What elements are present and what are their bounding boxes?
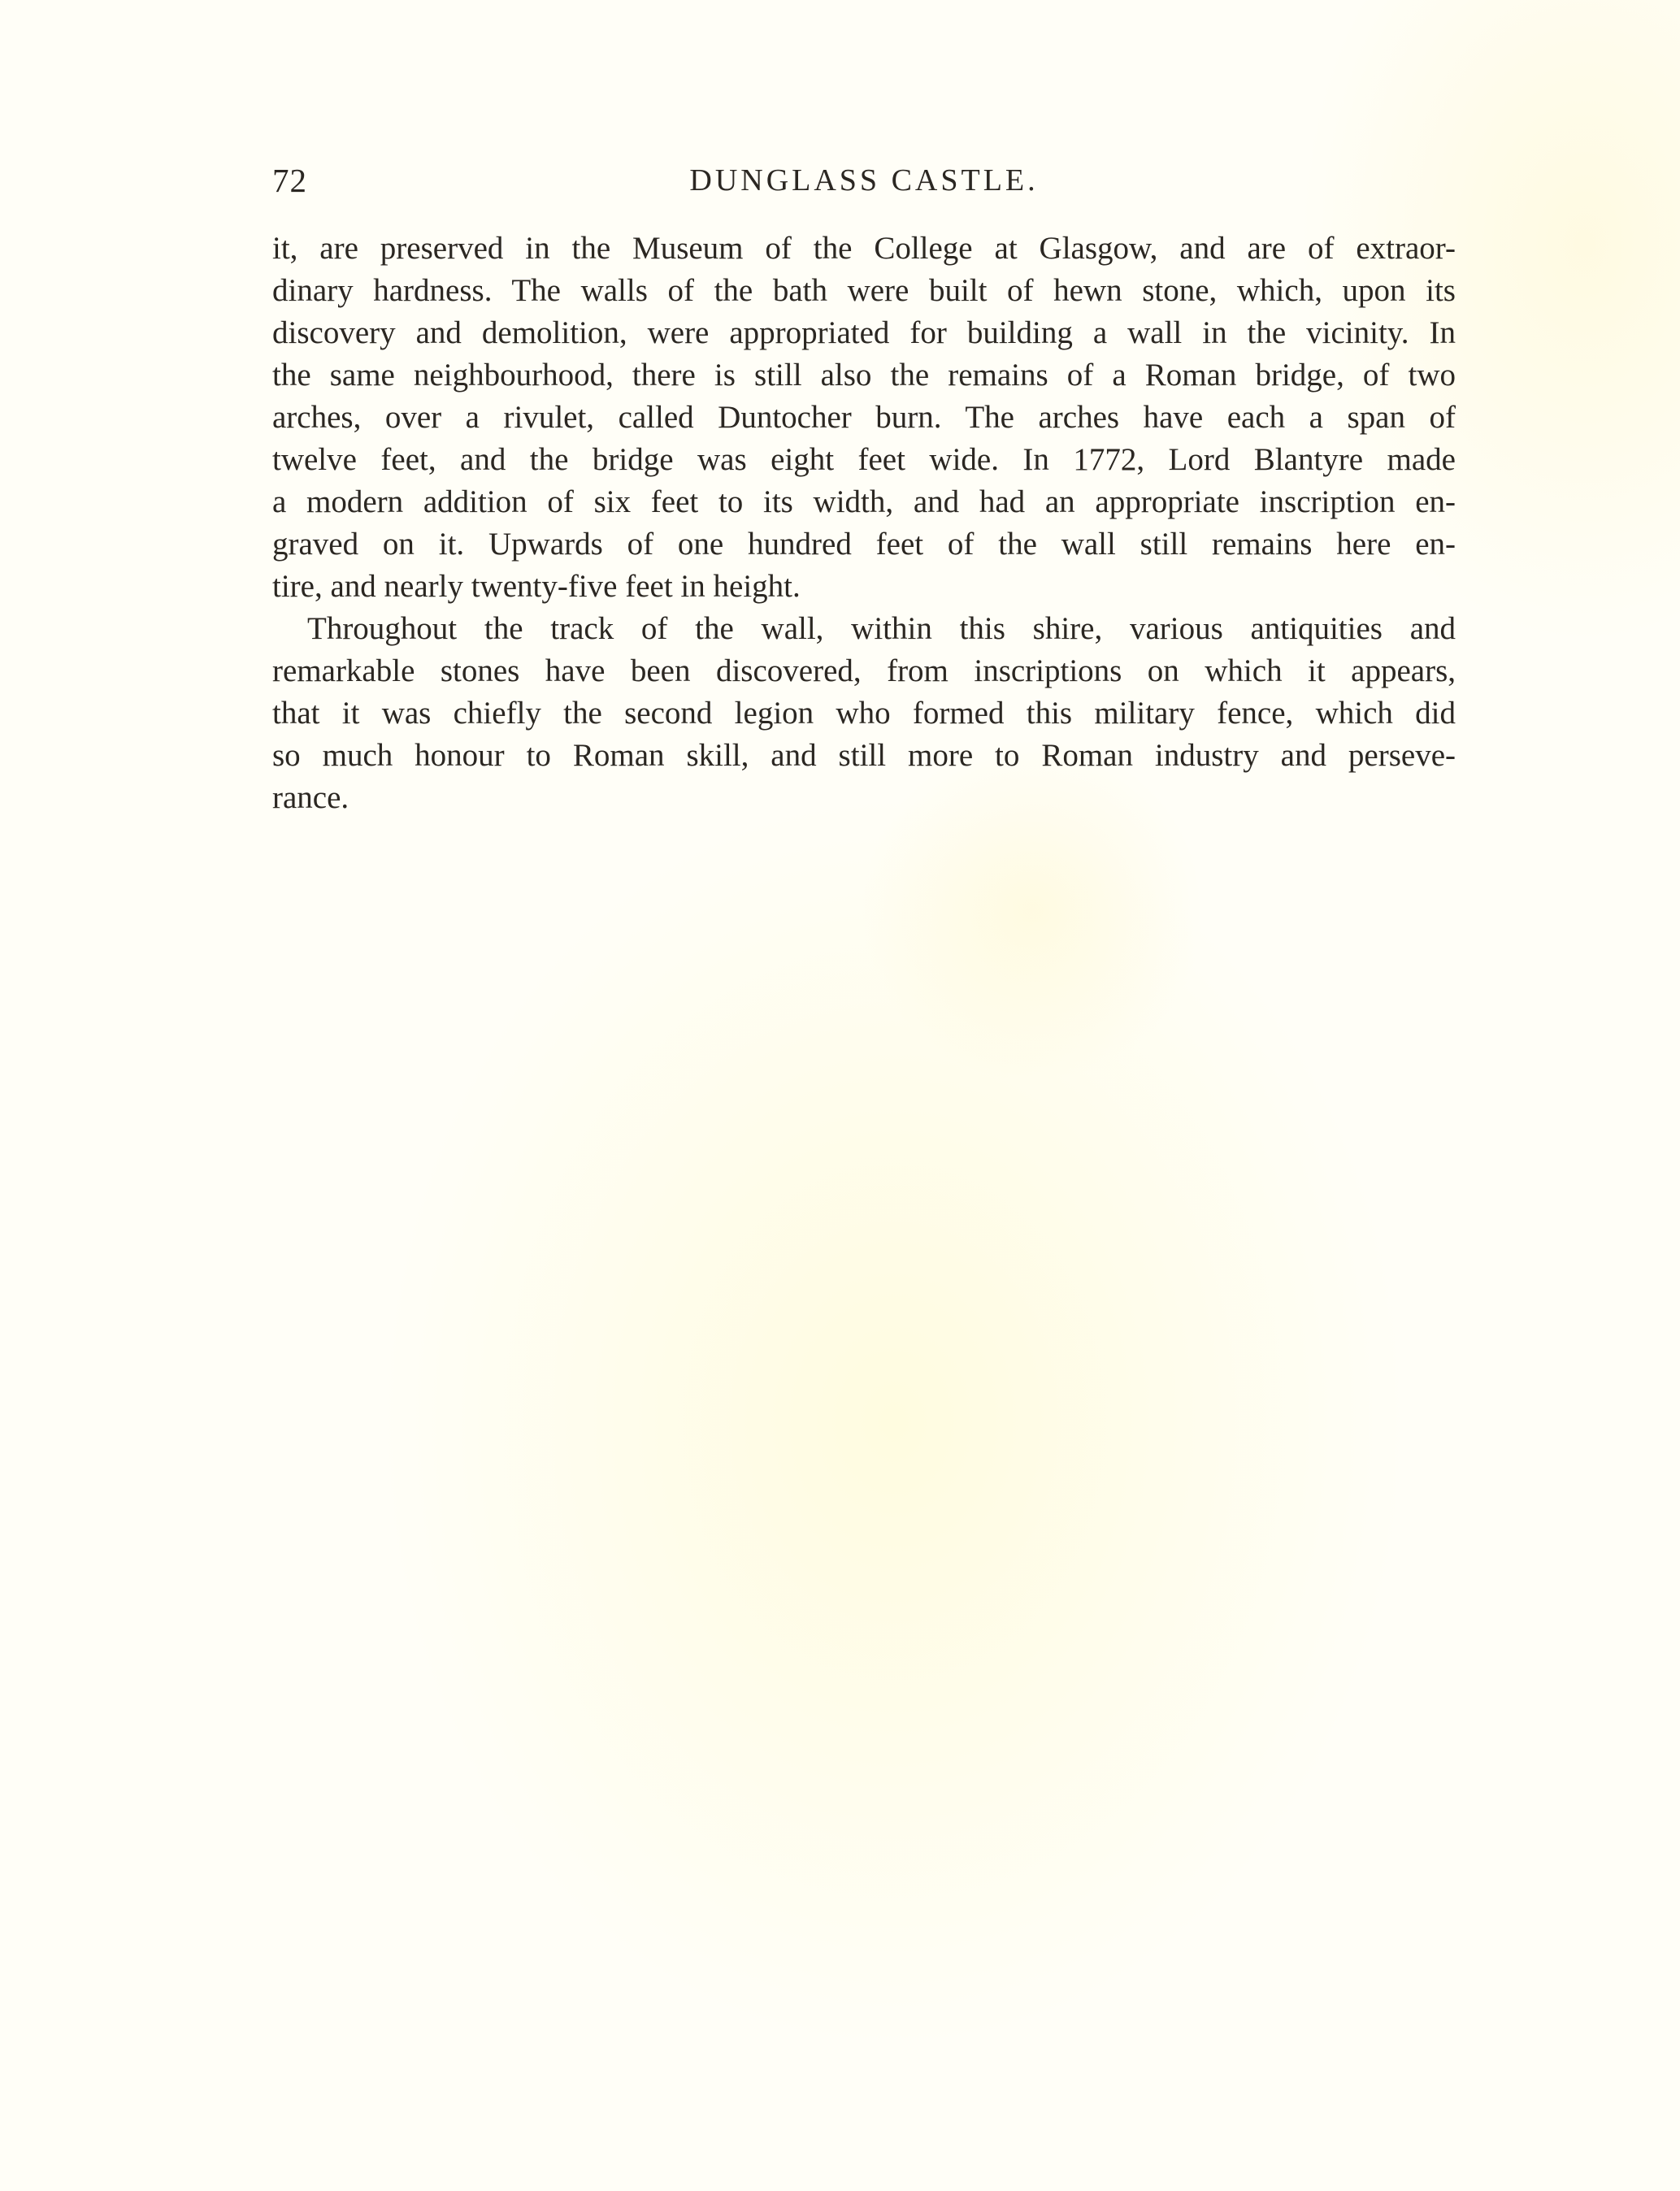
text-line: tire, and nearly twenty-five feet in height. <box>272 569 801 604</box>
running-title: DUNGLASS CASTLE. <box>689 163 1039 197</box>
text-line: graved on it. Upwards of one hundred feet of the wall still remains here en- <box>272 527 1456 562</box>
text-line: rance. <box>272 780 349 815</box>
paragraph-2 <box>272 608 1456 819</box>
text-line: discovery and demolition, were appropriated for building a wall in the vicinity. In <box>272 315 1456 350</box>
text-line: it, are preserved in the Museum of the College at Glasgow, and are of extraor- <box>272 231 1456 266</box>
text-line: twelve feet, and the bridge was eight feet wide. In 1772, Lord Blantyre made <box>272 442 1456 477</box>
text-line: a modern addition of six feet to its width, and had an appropriate inscription en- <box>272 484 1456 519</box>
text-line: Throughout the track of the wall, within this shire, various antiquities and <box>307 611 1456 646</box>
text-line: remarkable stones have been discovered, from inscriptions on which it appears, <box>272 653 1456 688</box>
paragraph-1 <box>272 228 1456 608</box>
text-line: that it was chiefly the second legion who formed this military fence, which did <box>272 696 1456 731</box>
page-number: 72 <box>272 162 307 199</box>
body-text <box>272 228 1456 819</box>
running-head <box>272 159 1456 202</box>
text-line: arches, over a rivulet, called Duntocher burn. The arches have each a span of <box>272 400 1456 435</box>
text-line: dinary hardness. The walls of the bath were built of hewn stone, which, upon its <box>272 273 1456 308</box>
text-line: so much honour to Roman skill, and still more to Roman industry and perseve- <box>272 738 1456 773</box>
text-line: the same neighbourhood, there is still also the remains of a Roman bridge, of two <box>272 358 1456 393</box>
